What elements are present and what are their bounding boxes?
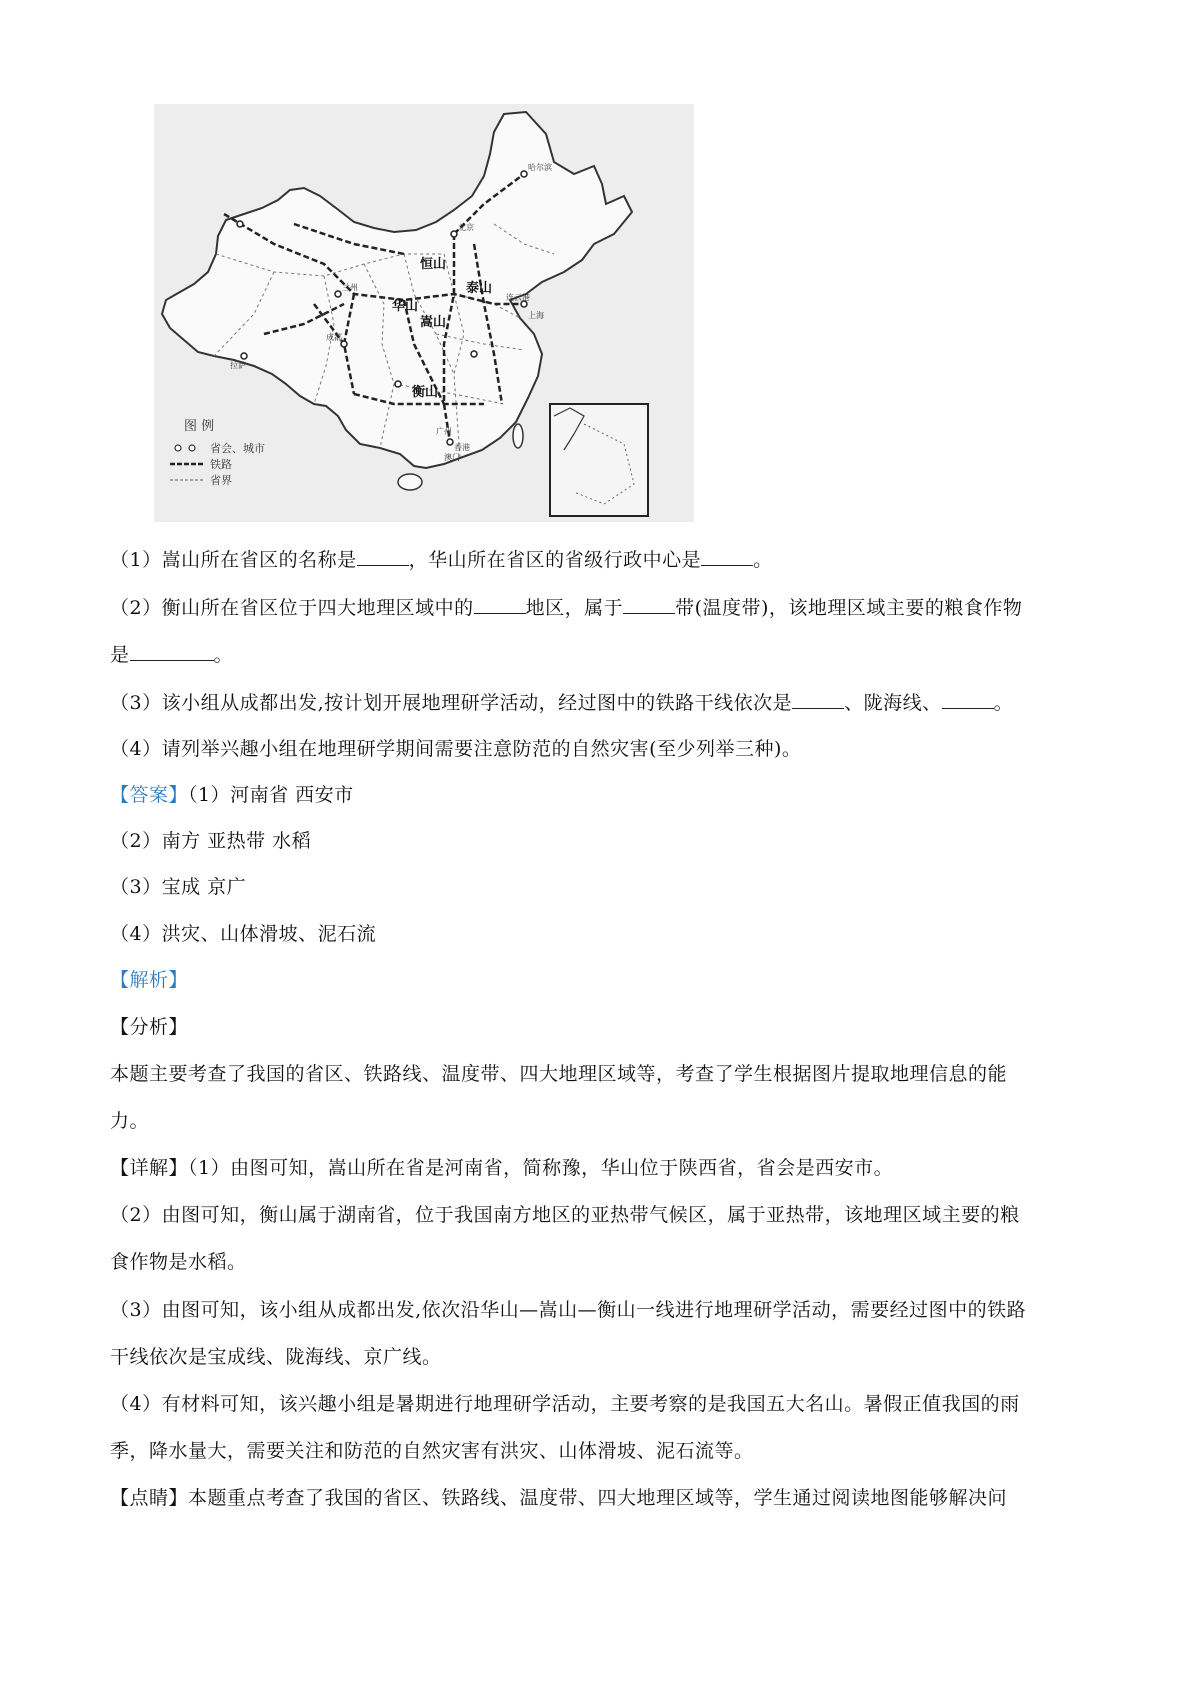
south-china-sea-inset bbox=[550, 404, 648, 516]
map-label-harbin: 哈尔滨 bbox=[528, 163, 552, 172]
answer-line-3 bbox=[110, 873, 246, 901]
map-label-hongkong: 香港 bbox=[454, 443, 470, 452]
q1-text-b: ，华山所在省区的省级行政中心是 bbox=[408, 549, 702, 571]
answer-line-4 bbox=[110, 920, 376, 948]
q3-text-b: 、陇海线、 bbox=[844, 692, 942, 714]
map-label-chengdu: 成都 bbox=[326, 333, 342, 342]
answer-2: （2）南方 亚热带 水稻 bbox=[110, 830, 312, 852]
q3-text-c: 。 bbox=[993, 692, 1014, 714]
q2-blank-2 bbox=[623, 594, 675, 614]
answer-line-1 bbox=[110, 781, 354, 809]
q3-blank-1 bbox=[792, 689, 844, 709]
q2-text-e: 。 bbox=[213, 644, 234, 666]
legend-city-icon bbox=[175, 445, 181, 451]
dianjing-label: 【点睛】 bbox=[110, 1487, 189, 1509]
q2-text-a: （2）衡山所在省区位于四大地理区域中的 bbox=[110, 597, 474, 619]
detail-label: 【详解】 bbox=[110, 1157, 189, 1179]
map-label-lhasa: 拉萨 bbox=[230, 361, 246, 370]
q1-text-a: （1）嵩山所在省区的名称是 bbox=[110, 549, 357, 571]
map-label-lanzhou: 兰州 bbox=[342, 283, 358, 292]
q2-text-d: 是 bbox=[110, 644, 130, 666]
map-label-hengshan: 衡山 bbox=[412, 384, 439, 399]
detail-line-1 bbox=[110, 1154, 893, 1182]
answer-1: （1）河南省 西安市 bbox=[188, 784, 354, 806]
q1-blank-2 bbox=[701, 546, 753, 566]
fenxi-label: 【分析】 bbox=[110, 1016, 189, 1038]
detail-3-line-1: （3）由图可知，该小组从成都出发,依次沿华山—嵩山—衡山一线进行地理研学活动，需要经过图中的铁路 bbox=[110, 1299, 1027, 1321]
q1-blank-1 bbox=[357, 546, 409, 566]
q2-blank-1 bbox=[474, 594, 526, 614]
map-legend bbox=[170, 419, 265, 487]
fenxi-text-1: 本题主要考查了我国的省区、铁路线、温度带、四大地理区域等，考查了学生根据图片提取地理信息的能 bbox=[110, 1063, 1008, 1085]
question-1 bbox=[110, 546, 773, 574]
map-label-hengshan-north: 恒山 bbox=[420, 256, 447, 271]
question-3 bbox=[110, 689, 1013, 717]
answer-4: （4）洪灾、山体滑坡、泥石流 bbox=[110, 923, 377, 945]
detail-2-line-2: 食作物是水稻。 bbox=[110, 1251, 247, 1273]
q2-blank-3 bbox=[130, 641, 214, 661]
detail-2-line-1: （2）由图可知，衡山属于湖南省，位于我国南方地区的亚热带气候区，属于亚热带，该地理区域主要的粮 bbox=[110, 1204, 1020, 1226]
q1-text-c: 。 bbox=[753, 549, 773, 571]
detail-1: （1）由图可知，嵩山所在省是河南省，简称豫，华山位于陕西省，省会是西安市。 bbox=[188, 1157, 894, 1179]
legend-item-railway: 铁路 bbox=[210, 458, 232, 471]
answer-3: （3）宝成 京广 bbox=[110, 876, 247, 898]
detail-4-line-2: 季，降水量大，需要关注和防范的自然灾害有洪灾、山体滑坡、泥石流等。 bbox=[110, 1440, 754, 1462]
legend-item-border: 省界 bbox=[210, 474, 232, 487]
analysis-label: 【解析】 bbox=[110, 969, 189, 991]
taiwan-island bbox=[513, 424, 523, 448]
detail-4-line-1: （4）有材料可知，该兴趣小组是暑期进行地理研学活动，主要考察的是我国五大名山。暑假正值我国的雨 bbox=[110, 1393, 1020, 1415]
map-label-guangzhou: 广州 bbox=[436, 427, 452, 436]
hainan-island bbox=[398, 474, 422, 490]
map-label-beijing: 北京 bbox=[458, 223, 474, 232]
map-label-shanghai: 上海 bbox=[528, 311, 544, 320]
answer-label: 【答案】 bbox=[110, 784, 189, 806]
question-2 bbox=[110, 594, 1022, 622]
fenxi-text-2: 力。 bbox=[110, 1110, 150, 1132]
answer-line-2 bbox=[110, 827, 311, 855]
q3-text-a: （3）该小组从成都出发,按计划开展地理研学活动，经过图中的铁路干线依次是 bbox=[110, 692, 793, 714]
map-label-lianyungang: 连云港 bbox=[506, 293, 530, 302]
dianjing-line bbox=[110, 1484, 1007, 1512]
map-label-songshan: 嵩山 bbox=[420, 314, 447, 329]
question-2-cont bbox=[110, 641, 233, 669]
q3-blank-2 bbox=[942, 689, 994, 709]
question-4 bbox=[110, 735, 801, 763]
map-label-taishan: 泰山 bbox=[466, 280, 493, 295]
legend-item-city: 省会、城市 bbox=[210, 442, 265, 455]
legend-title: 图 例 bbox=[184, 419, 215, 434]
q2-text-c: 带(温度带)，该地理区域主要的粮食作物 bbox=[675, 597, 1023, 619]
dianjing-text: 本题重点考查了我国的省区、铁路线、温度带、四大地理区域等，学生通过阅读地图能够解决问 bbox=[188, 1487, 1008, 1509]
q4-text: （4）请列举兴趣小组在地理研学期间需要注意防范的自然灾害(至少列举三种)。 bbox=[110, 738, 802, 760]
q2-text-b: 地区，属于 bbox=[525, 597, 624, 619]
china-railway-map bbox=[154, 104, 694, 522]
map-graphic bbox=[154, 104, 694, 522]
map-label-macau: 澳门 bbox=[444, 453, 460, 462]
map-label-huashan: 华山 bbox=[392, 298, 419, 313]
detail-3-line-2: 干线依次是宝成线、陇海线、京广线。 bbox=[110, 1346, 442, 1368]
